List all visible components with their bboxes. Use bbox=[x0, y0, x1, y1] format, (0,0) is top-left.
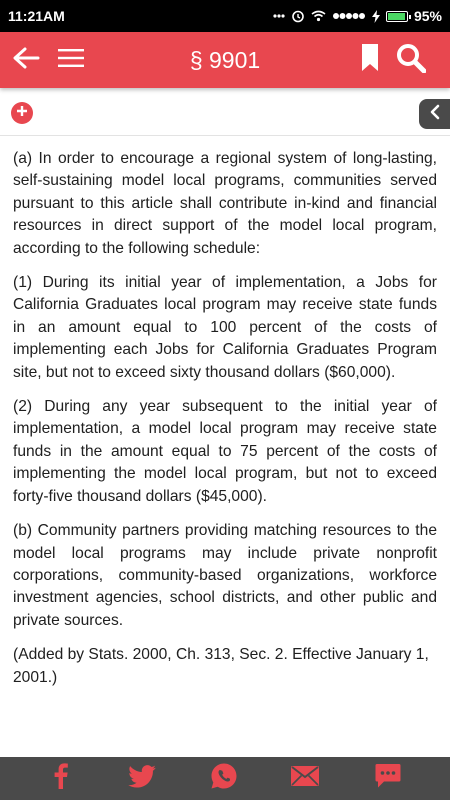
facebook-icon bbox=[54, 763, 68, 794]
email-icon bbox=[291, 766, 319, 791]
alarm-icon bbox=[291, 9, 305, 23]
wifi-icon bbox=[311, 10, 326, 22]
status-time: 11:21AM bbox=[8, 8, 65, 24]
page-title: § 9901 bbox=[189, 46, 261, 73]
arrow-left-icon bbox=[12, 46, 40, 75]
share-facebook-button[interactable] bbox=[41, 757, 81, 800]
add-button[interactable] bbox=[11, 102, 33, 124]
twitter-icon bbox=[128, 765, 156, 793]
app-bar bbox=[0, 32, 450, 88]
battery-icon bbox=[386, 11, 408, 22]
share-email-button[interactable] bbox=[285, 757, 325, 800]
sms-icon bbox=[375, 763, 401, 794]
charging-icon bbox=[372, 10, 380, 23]
collapse-panel-button[interactable] bbox=[419, 99, 450, 129]
share-twitter-button[interactable] bbox=[122, 757, 162, 800]
share-bar bbox=[0, 757, 450, 800]
paragraph-a: (a) In order to encourage a regional system of long-lasting, self-sustaining model local programs, communities served pursuant to this article shall contribute in-kind and financial resources in direct support of the model local program, according to the following schedule: bbox=[13, 150, 437, 257]
status-icons bbox=[273, 8, 442, 24]
bookmark-icon bbox=[361, 44, 379, 77]
share-whatsapp-button[interactable] bbox=[204, 757, 244, 800]
toolbar-secondary bbox=[0, 88, 450, 136]
menu-button[interactable] bbox=[54, 32, 88, 88]
plus-circle-icon bbox=[16, 104, 28, 122]
share-sms-button[interactable] bbox=[368, 757, 408, 800]
search-button[interactable] bbox=[393, 32, 429, 88]
signal-dots-icon bbox=[332, 12, 366, 20]
status-bar bbox=[0, 0, 450, 32]
battery-percent: 95% bbox=[413, 8, 442, 24]
whatsapp-icon bbox=[210, 762, 238, 795]
chevron-left-icon bbox=[429, 104, 441, 125]
back-button[interactable] bbox=[8, 32, 44, 88]
paragraph-1: (1) During its initial year of implementation, a Jobs for California Graduates local program may receive state funds in an amount equal to 100 percent of the costs of implementing each Jobs for California Graduates Program site, but not to exceed sixty thousand dollars ($60,000). bbox=[13, 274, 437, 381]
article-body bbox=[13, 148, 437, 701]
paragraph-b: (b) Community partners providing matching resources to the model local programs may include private nonprofit corporations, community-based organizations, workforce investment agencies, school districts, and other public and private sources. bbox=[13, 522, 437, 629]
more-dots-icon bbox=[273, 14, 285, 18]
paragraph-2: (2) During any year subsequent to the initial year of implementation, a model local program may receive state funds in the amount equal to 75 percent of the costs of implementing the model local program, but not to exceed forty-five thousand dollars ($45,000). bbox=[13, 398, 437, 505]
history-note: (Added by Stats. 2000, Ch. 313, Sec. 2. Effective January 1, 2001.) bbox=[13, 646, 429, 686]
hamburger-icon bbox=[58, 48, 84, 73]
search-icon bbox=[396, 43, 426, 78]
bookmark-button[interactable] bbox=[355, 32, 385, 88]
